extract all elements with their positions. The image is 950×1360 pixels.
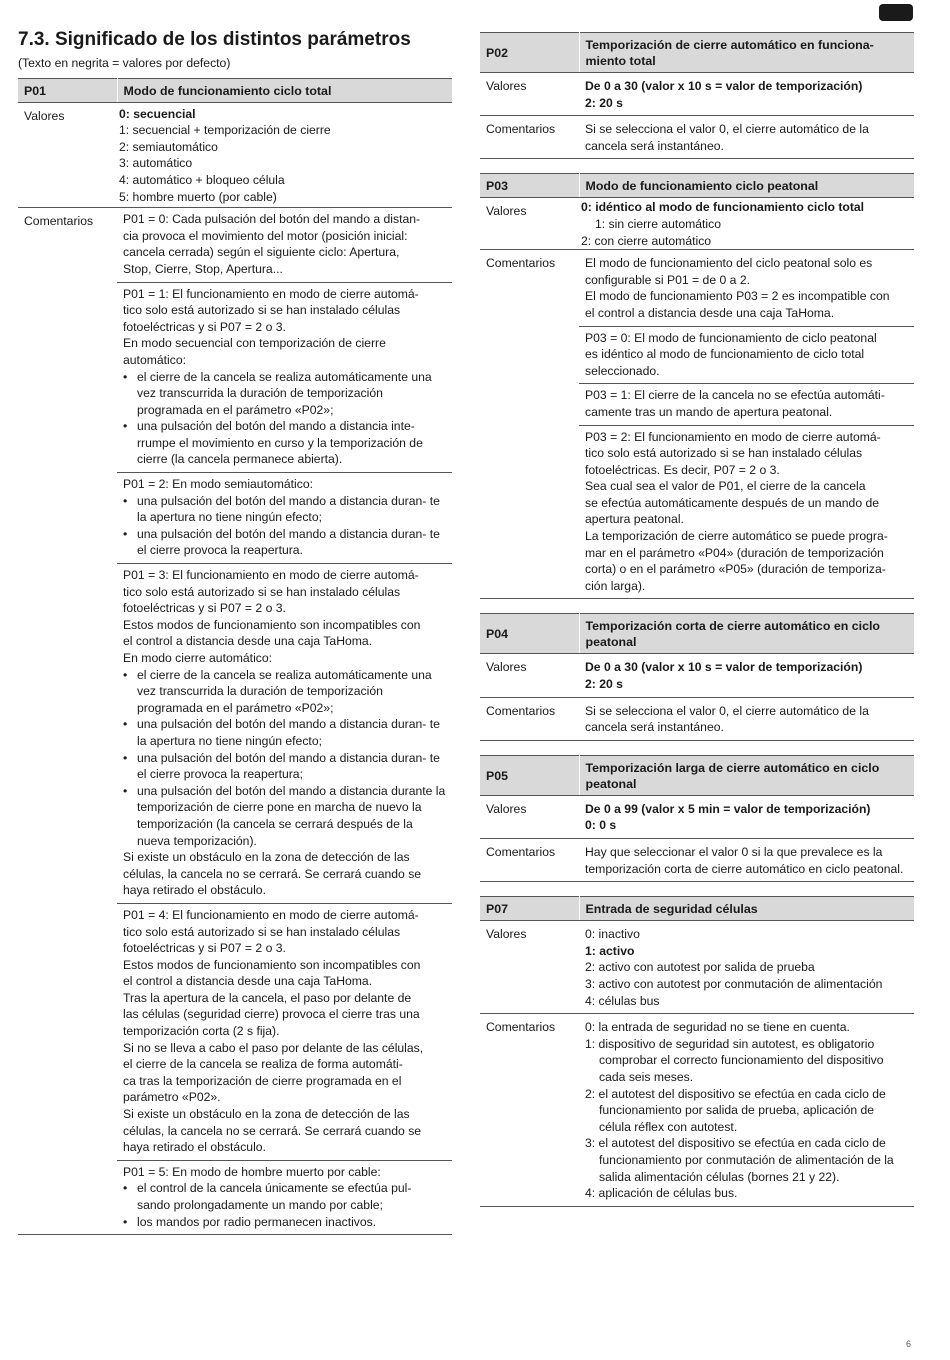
bullet-item: • los mandos por radio permanecen inactivos. bbox=[123, 1214, 446, 1231]
text-line: 4: células bus bbox=[585, 993, 660, 1008]
text-line: P01 = 4: El funcionamiento en modo de cierre automá- bbox=[123, 907, 419, 922]
p05-values bbox=[579, 795, 914, 838]
p04-values-label: Valores bbox=[480, 654, 579, 697]
text-line: 0: inactivo bbox=[585, 927, 640, 942]
text-line: El modo de funcionamiento P03 = 2 es incompatible con bbox=[585, 289, 890, 304]
text-line: Estos modos de funcionamiento son incompatibles con bbox=[123, 617, 421, 632]
text-line: Tras la apertura de la cancela, el paso por delante de bbox=[123, 990, 412, 1005]
text-line: 2: 20 s bbox=[585, 95, 623, 110]
p01-value-1: 1: secuencial + temporización de cierre bbox=[119, 123, 331, 138]
text-line: se efectúa automáticamente después de un mando de bbox=[585, 495, 880, 510]
p05-table bbox=[480, 755, 914, 882]
p03-comments-label-text: Comentarios bbox=[486, 256, 556, 271]
text-line: 2: 20 s bbox=[585, 677, 623, 692]
text-line: tico solo está autorizado si se han instalado células bbox=[123, 303, 401, 318]
bullet-item: • una pulsación del botón del mando a distancia duran- te el cierre provoca la reapertura. bbox=[123, 526, 446, 559]
text-line: P01 = 2: En modo semiautomático: bbox=[123, 477, 314, 492]
text-line: 2: con cierre automático bbox=[581, 233, 712, 248]
text-line: P01 = 5: En modo de hombre muerto por cable: bbox=[123, 1164, 381, 1179]
text-line: Si existe un obstáculo en la zona de detección de las bbox=[123, 850, 410, 865]
p01-comment-0 bbox=[117, 208, 452, 282]
text-line: Si existe un obstáculo en la zona de detección de las bbox=[123, 1107, 410, 1122]
text-line: 3: activo con autotest por conmutación de alimentación bbox=[585, 976, 883, 991]
text-line: 1: sin cierre automático bbox=[595, 216, 721, 231]
p03-comment-3 bbox=[579, 425, 914, 599]
text-line: camente tras un mando de apertura peatonal. bbox=[585, 404, 833, 419]
p01-comment-2 bbox=[117, 473, 452, 564]
text-line: ca tras la temporización de cierre programada en el bbox=[123, 1073, 402, 1088]
text-line: cia provoca el movimiento del motor (posición inicial: bbox=[123, 228, 408, 243]
text-line: haya retirado el obstáculo. bbox=[123, 1140, 266, 1155]
text-line: células, la cancela no se cerrará. Se cerrará cuando se bbox=[123, 866, 422, 881]
text-line: parámetro «P02». bbox=[123, 1090, 221, 1105]
text-line: De 0 a 30 (valor x 10 s = valor de temporización) bbox=[585, 79, 863, 93]
text-line: fotoeléctricas y si P07 = 2 o 3. bbox=[123, 319, 286, 334]
text-line: P03 = 2: El funcionamiento en modo de cierre automá- bbox=[585, 429, 881, 444]
p01-comments-label-text: Comentarios bbox=[24, 214, 94, 229]
text-line: fotoeléctricas. Es decir, P07 = 2 o 3. bbox=[585, 462, 780, 477]
p04-title: Temporización corta de cierre automático en ciclo peatonal bbox=[579, 614, 914, 654]
text-line: Si no se lleva a cabo el paso por delante de las células, bbox=[123, 1040, 424, 1055]
text-line: fotoeléctricas y si P07 = 2 o 3. bbox=[123, 941, 286, 956]
p07-title: Entrada de seguridad células bbox=[579, 897, 914, 921]
p02-values bbox=[579, 73, 914, 116]
text-line: el cierre de la cancela se realiza de forma automáti- bbox=[123, 1057, 403, 1072]
p02-values-label: Valores bbox=[480, 73, 579, 116]
p03-comments-label bbox=[480, 250, 579, 599]
text-line: tico solo está autorizado si se han instalado células bbox=[123, 924, 401, 939]
p07-default-value: 1: activo bbox=[585, 943, 635, 958]
text-line: es idéntico al modo de funcionamiento de ciclo total bbox=[585, 347, 865, 362]
text-line: Stop, Cierre, Stop, Apertura... bbox=[123, 261, 283, 276]
text-line: cancela cerrada) según el siguiente ciclo: Apertura, bbox=[123, 245, 400, 260]
text-line: De 0 a 30 (valor x 10 s = valor de temporización) bbox=[585, 660, 863, 675]
p07-comments-label: Comentarios bbox=[480, 1014, 579, 1207]
text-line: fotoeléctricas y si P07 = 2 o 3. bbox=[123, 601, 286, 616]
p01-value-2: 2: semiautomático bbox=[119, 139, 218, 154]
p07-code: P07 bbox=[480, 897, 579, 921]
p01-value-4: 4: automático + bloqueo célula bbox=[119, 172, 285, 187]
text-line: 2: activo con autotest por salida de prueba bbox=[585, 960, 815, 975]
p05-comment: Hay que seleccionar el valor 0 si la que prevalece es la temporización corta de cierre automático en ciclo peatonal. bbox=[579, 839, 914, 882]
p01-comment-5 bbox=[117, 1160, 452, 1234]
p05-code: P05 bbox=[480, 755, 579, 795]
bullet-item: • el control de la cancela únicamente se efectúa pul- sando prolongadamente un mando por cable; bbox=[123, 1180, 446, 1213]
p01-code: P01 bbox=[18, 78, 117, 102]
bullet-item: • el cierre de la cancela se realiza automáticamente una vez transcurrida la duración de temporización programada en el parámetro «P02»; bbox=[123, 667, 446, 717]
language-tab bbox=[879, 4, 913, 21]
p03-default-value: 0: idéntico al modo de funcionamiento ciclo total bbox=[581, 200, 865, 215]
p03-title: Modo de funcionamiento ciclo peatonal bbox=[579, 174, 914, 198]
text-line: La temporización de cierre automático se puede progra- bbox=[585, 529, 888, 544]
text-line: P01 = 1: El funcionamiento en modo de cierre automá- bbox=[123, 286, 419, 301]
text-line: seleccionado. bbox=[585, 363, 660, 378]
text-line: P03 = 0: El modo de funcionamiento de ciclo peatonal bbox=[585, 330, 877, 345]
bullet-item: • una pulsación del botón del mando a distancia duran- te la apertura no tiene ningún efecto; bbox=[123, 493, 446, 526]
text-line: configurable si P01 = de 0 a 2. bbox=[585, 272, 750, 287]
p01-comment-1 bbox=[117, 282, 452, 473]
p07-values-label: Valores bbox=[480, 921, 579, 1014]
numbered-item: 1: dispositivo de seguridad sin autotest, es obligatorio comprobar el correcto funcionamiento del dispositivo cada seis meses. bbox=[585, 1036, 884, 1084]
p03-comment-1 bbox=[579, 326, 914, 384]
text-line: 0: 0 s bbox=[585, 818, 617, 833]
p04-table bbox=[480, 613, 914, 740]
text-line: Sea cual sea el valor de P01, el cierre de la cancela bbox=[585, 479, 866, 494]
section-subtitle: (Texto en negrita = valores por defecto) bbox=[18, 56, 231, 70]
p01-default-value: 0: secuencial bbox=[119, 106, 196, 121]
p02-comments-label: Comentarios bbox=[480, 116, 579, 159]
p05-comments-label: Comentarios bbox=[480, 839, 579, 882]
text-line: P01 = 3: El funcionamiento en modo de cierre automá- bbox=[123, 568, 419, 583]
text-line: células, la cancela no se cerrará. Se cerrará cuando se bbox=[123, 1123, 422, 1138]
text-line: Estos modos de funcionamiento son incompatibles con bbox=[123, 957, 421, 972]
text-line: P03 = 1: El cierre de la cancela no se efectúa automáti- bbox=[585, 388, 885, 403]
p03-values-label: Valores bbox=[480, 198, 579, 250]
text-line: En modo cierre automático: bbox=[123, 651, 273, 665]
p03-comment-0 bbox=[579, 250, 914, 326]
text-line: el control a distancia desde una caja TaHoma. bbox=[123, 974, 373, 989]
p04-values bbox=[579, 654, 914, 697]
numbered-item: 0: la entrada de seguridad no se tiene en cuenta. bbox=[585, 1020, 850, 1035]
bullet-item: • el cierre de la cancela se realiza automáticamente una vez transcurrida la duración de temporización programada en el parámetro «P02»; bbox=[123, 369, 446, 419]
p03-code: P03 bbox=[480, 174, 579, 198]
bullet-item: • una pulsación del botón del mando a distancia durante la temporización de cierre pone en marcha de nuevo la temporización (la cancela se cerrará después de la nueva temporización). bbox=[123, 783, 446, 849]
text-line: P01 = 0: Cada pulsación del botón del mando a distan- bbox=[123, 212, 421, 227]
text-line: apertura peatonal. bbox=[585, 512, 684, 527]
text-line: De 0 a 99 (valor x 5 min = valor de temporización) bbox=[585, 801, 871, 816]
numbered-item: 3: el autotest del dispositivo se efectúa en cada ciclo de funcionamiento por conmutación de alimentación de la salida alimentación células (bornes 21 y 22). bbox=[585, 1136, 894, 1184]
p01-title: Modo de funcionamiento ciclo total bbox=[117, 78, 452, 102]
section-title: 7.3. Significado de los distintos parámetros bbox=[18, 29, 411, 50]
text-line: haya retirado el obstáculo. bbox=[123, 883, 266, 898]
text-line: el control a distancia desde una caja TaHoma. bbox=[585, 305, 835, 320]
p07-comments bbox=[579, 1014, 914, 1207]
text-line: el control a distancia desde una caja TaHoma. bbox=[123, 634, 373, 649]
p02-title: Temporización de cierre automático en funciona- miento total bbox=[579, 33, 914, 73]
p01-table bbox=[18, 78, 452, 1236]
p01-comment-3 bbox=[117, 564, 452, 904]
text-line: En modo secuencial con temporización de cierre bbox=[123, 336, 386, 351]
text-line: tico solo está autorizado si se han instalado células bbox=[585, 446, 863, 461]
left-column bbox=[18, 0, 452, 1235]
p04-comment: Si se selecciona el valor 0, el cierre automático de la cancela será instantáneo. bbox=[579, 697, 914, 740]
p04-code: P04 bbox=[480, 614, 579, 654]
p05-title: Temporización larga de cierre automático en ciclo peatonal bbox=[579, 755, 914, 795]
p01-values-label: Valores bbox=[18, 102, 117, 208]
p07-values bbox=[579, 921, 914, 1014]
text-line: automático: bbox=[123, 352, 187, 367]
p02-code: P02 bbox=[480, 33, 579, 73]
p01-value-3: 3: automático bbox=[119, 156, 193, 171]
numbered-item: 4: aplicación de células bus. bbox=[585, 1186, 738, 1201]
p02-comment: Si se selecciona el valor 0, el cierre automático de la cancela será instantáneo. bbox=[579, 116, 914, 159]
text-line: corta) o en el parámetro «P05» (duración de temporiza- bbox=[585, 562, 886, 577]
text-line: las células (seguridad cierre) provoca el cierre tras una bbox=[123, 1007, 420, 1022]
bullet-item: • una pulsación del botón del mando a distancia inte- rrumpe el movimiento en curso y la temporización de cierre (la cancela permanece abierta). bbox=[123, 418, 446, 468]
page-number: 6 bbox=[906, 1339, 912, 1349]
text-line: temporización corta (2 s fija). bbox=[123, 1024, 280, 1039]
p02-table bbox=[480, 32, 914, 159]
p03-values bbox=[579, 198, 914, 250]
numbered-item: 2: el autotest del dispositivo se efectúa en cada ciclo de funcionamiento por salida de prueba, aplicación de célula réflex con autotest. bbox=[585, 1086, 886, 1134]
p01-value-5: 5: hombre muerto (por cable) bbox=[119, 189, 277, 204]
p04-comments-label: Comentarios bbox=[480, 697, 579, 740]
right-column bbox=[480, 32, 914, 1207]
p01-comment-4 bbox=[117, 903, 452, 1160]
p03-table bbox=[480, 173, 914, 599]
p03-comment-2 bbox=[579, 384, 914, 425]
p01-comments-label bbox=[18, 208, 117, 1235]
text-line: El modo de funcionamiento del ciclo peatonal solo es bbox=[585, 256, 873, 271]
bullet-item: • una pulsación del botón del mando a distancia duran- te el cierre provoca la reapertura; bbox=[123, 750, 446, 783]
p01-values bbox=[117, 102, 452, 208]
text-line: mar en el parámetro «P04» (duración de temporización bbox=[585, 545, 884, 560]
p05-values-label: Valores bbox=[480, 795, 579, 838]
text-line: ción larga). bbox=[585, 578, 646, 593]
text-line: tico solo está autorizado si se han instalado células bbox=[123, 584, 401, 599]
bullet-item: • una pulsación del botón del mando a distancia duran- te la apertura no tiene ningún efecto; bbox=[123, 716, 446, 749]
p07-table bbox=[480, 896, 914, 1207]
